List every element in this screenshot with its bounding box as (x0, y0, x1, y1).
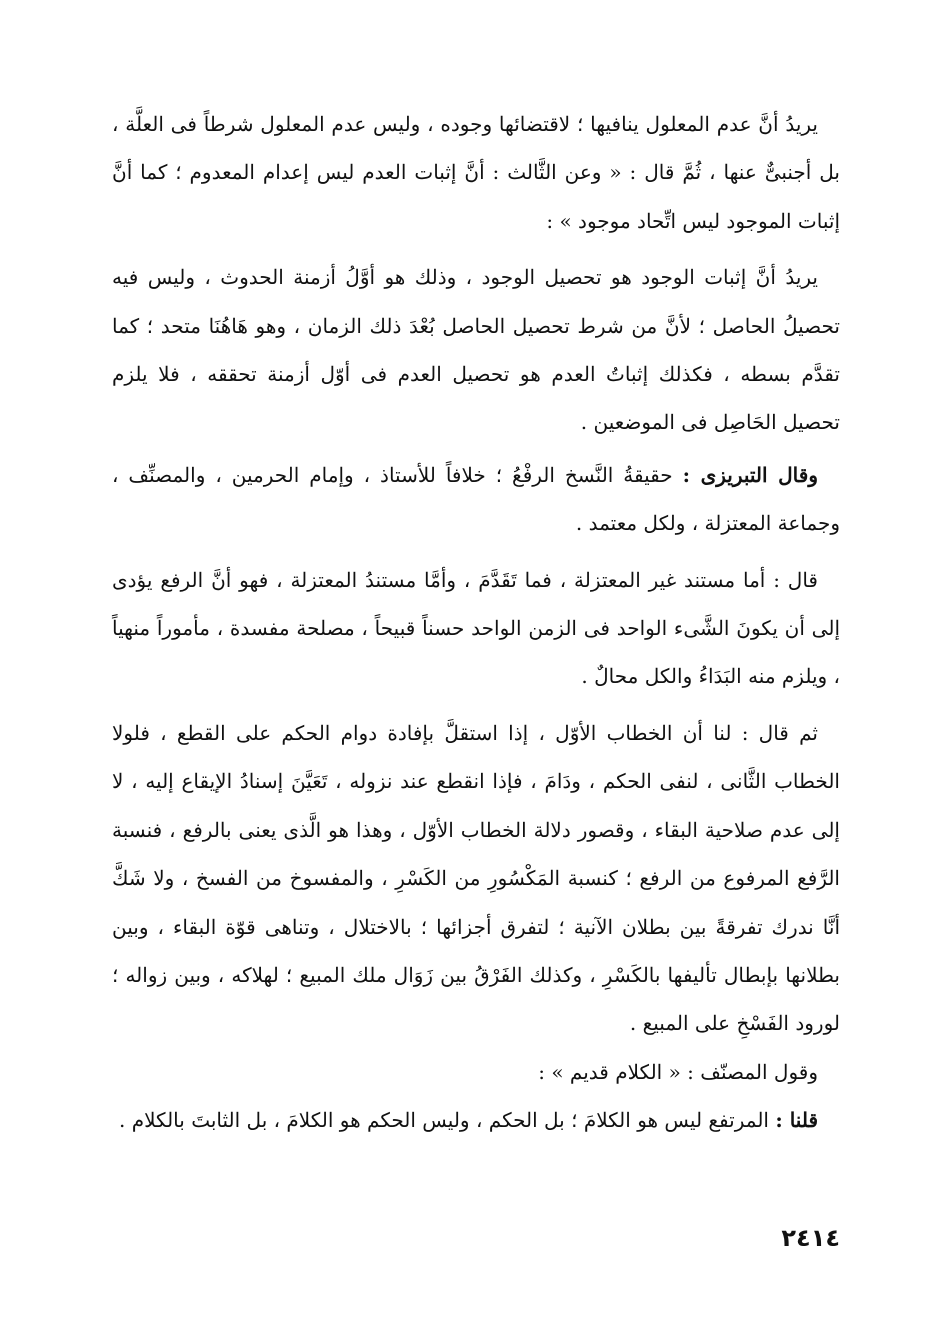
paragraph-5-text: ثم قال : لنا أن الخطاب الأوّل ، إذا استقلَّ بإفادة دوام الحكم على القطع ، فلولا الخطاب الثَّانى ، لنفى الحكم ، ودَامَ ، فإذا انقطع عند نزوله ، تَعَيَّنَ إسنادُ الإيقاع إليه ، لا إلى عدم صلاحية البقاء ، وقصور دلالة الخطاب الأوّل ، وهذا هو الَّذى يعنى بالرفع ، فنسبة الرَّفع المرفوع من الرفع ؛ كنسبة المَكْسُورِ من الكَسْرِ ، والمفسوخ من الفسخ ، ولا شَكَّ أنَّا ندرك تفرقةً بين بطلان الآنية ؛ لتفرق أجزائها ؛ بالاختلال ، وتناهى قوّة البقاء ، وبين بطلانها بإبطال تأليفها بالكَسْرِ ، وكذلك الفَرْقُ بين زَوَال ملك المبيع ؛ لهلاكه ، وبين زواله ؛ لورود الفَسْخِ على المبيع . (112, 720, 840, 1036)
paragraph-4 (112, 556, 840, 701)
paragraph-2 (112, 253, 840, 447)
paragraph-5 (112, 709, 840, 1048)
paragraph-6-text: وقول المصنّف : « الكلام قديم » : (538, 1059, 818, 1084)
paragraph-1 (112, 100, 840, 245)
paragraph-2-text: يريدُ أنَّ إثبات الوجود هو تحصيل الوجود ، وذلك هو أوَّلُ أزمنة الحدوث ، وليس فيه تحصيلُ الحاصل ؛ لأنَّ من شرط تحصيل الحاصل بُعْدَ ذلك الزمان ، وهو هَاهُنَا متحد ؛ كما تقدَّم بسطه ، فكذلك إثباتُ العدم هو تحصيل العدم فى أوّل أزمنة تحققه ، فلا يلزم تحصيل الحَاصِل فى الموضعين . (112, 265, 840, 435)
paragraph-7-text: المرتفع ليس هو الكلامَ ؛ بل الحكم ، وليس الحكم هو الكلامَ ، بل الثابتَ بالكلام . (119, 1108, 776, 1133)
paragraph-3 (112, 451, 840, 548)
paragraph-3-text: حقيقةُ النَّسخ الرفْعُ ؛ خلافاً للأستاذ ، وإمام الحرمين ، والمصنِّف ، وجماعة المعتزلة ، ولكل معتمد . (112, 462, 840, 536)
paragraph-1-text: يريدُ أنَّ عدم المعلول ينافيها ؛ لاقتضائها وجوده ، وليس عدم المعلول شرطاً فى العلَّة ، بل أجنبىٌّ عنها ، ثُمَّ قال : « وعن الثَّالث : أنَّ إثبات العدم ليس إعدام المعدوم ؛ كما أنَّ إثبات الموجود ليس اتِّحاد موجود » : (112, 112, 840, 233)
paragraph-7 (112, 1096, 840, 1144)
paragraph-3-lead: وقال التبريزى : (682, 462, 818, 487)
paragraph-7-lead: قلنا : (775, 1108, 818, 1133)
paragraph-6 (112, 1048, 840, 1096)
page-body (112, 100, 840, 1145)
paragraph-4-text: قال : أما مستند غير المعتزلة ، فما تَقَدَّمَ ، وأمَّا مستندُ المعتزلة ، فهو أنَّ الرفع يؤدى إلى أن يكونَ الشَّىء الواحد فى الزمن الواحد حسناً قبيحاً ، مصلحة مفسدة ، مأموراً منهياً ، ويلزم منه البَدَاءُ والكل محالٌ . (112, 567, 840, 689)
page-number: ٢٤١٤ (781, 1224, 840, 1252)
